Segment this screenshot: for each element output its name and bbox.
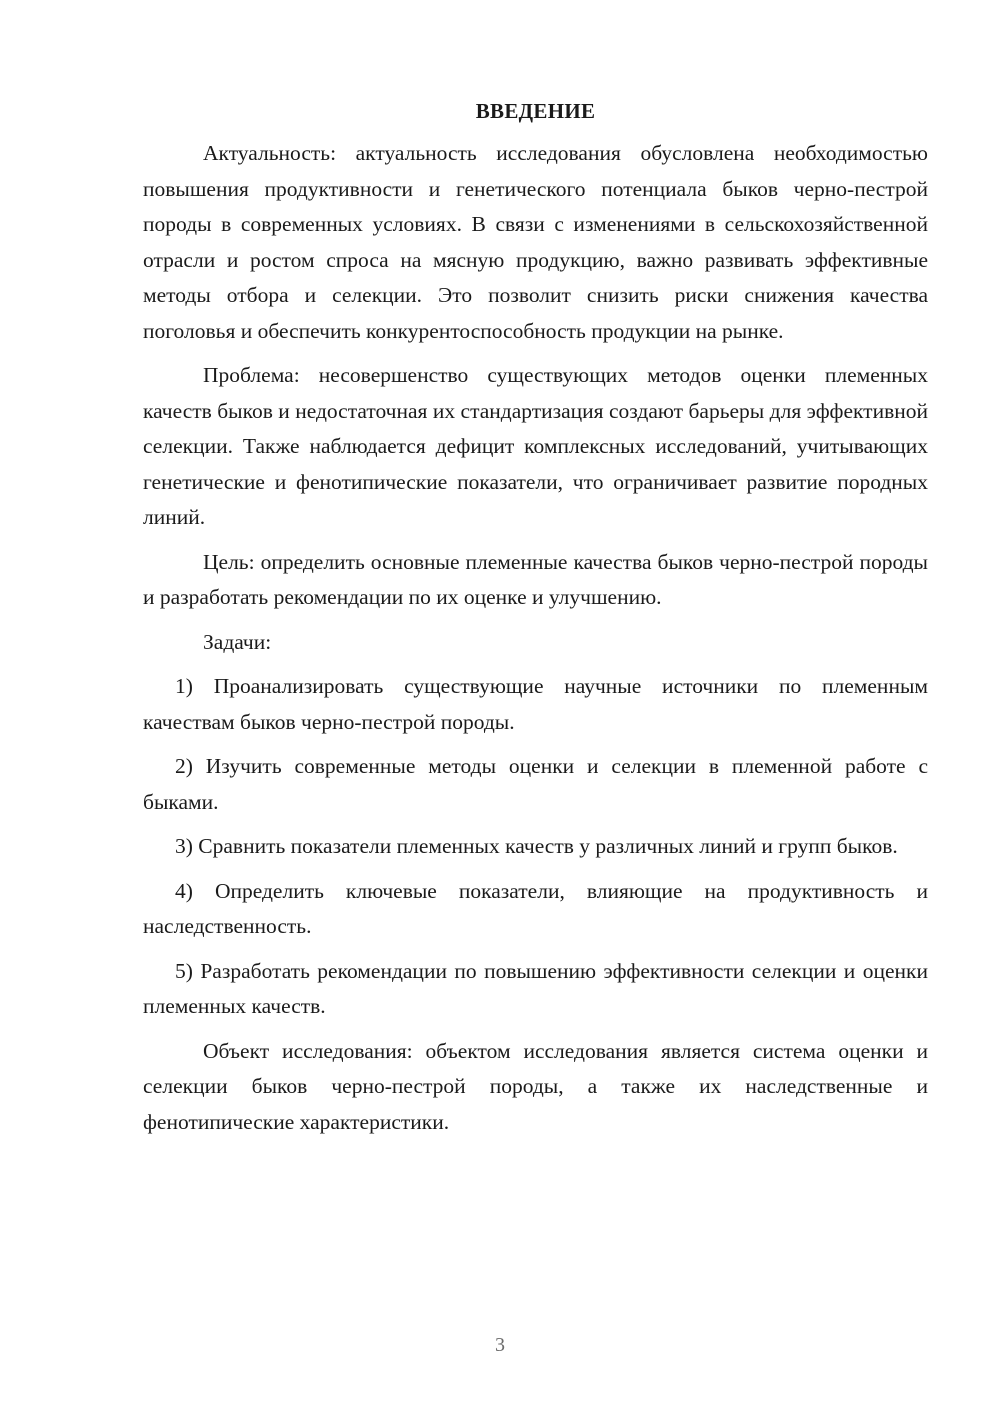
document-page	[143, 96, 928, 1140]
section-heading: ВВЕДЕНИЕ	[475, 99, 596, 123]
task-item: 4) Определить ключевые показатели, влияющие на продуктивность и наследственность.	[143, 878, 928, 938]
problem-paragraph: Проблема: несовершенство существующих методов оценки племенных качеств быков и недостаточная их стандартизация создают барьеры для эффективной селекции. Также наблюдается дефицит комплексных исследований, учитывающих генетические и фенотипические показатели, что ограничивает развитие породных линий.	[143, 363, 928, 529]
tasks-label: Задачи:	[203, 629, 272, 654]
object-paragraph: Объект исследования: объектом исследования является система оценки и селекции быков черно-пестрой породы, а также их наследственные и фенотипические характеристики.	[143, 1038, 928, 1134]
goal-paragraph: Цель: определить основные племенные качества быков черно-пестрой породы и разработать рекомендации по их оценке и улучшению.	[143, 549, 928, 609]
page-number: 3	[495, 1334, 505, 1356]
task-item: 5) Разработать рекомендации по повышению эффективности селекции и оценки племенных качеств.	[143, 958, 928, 1018]
task-item: 1) Проанализировать существующие научные источники по племенным качествам быков черно-пестрой породы.	[143, 674, 928, 734]
relevance-paragraph: Актуальность: актуальность исследования обусловлена необходимостью повышения продуктивности и генетического потенциала быков черно-пестрой породы в современных условиях. В связи с изменениями в сельскохозяйственной отрасли и ростом спроса на мясную продукцию, важно развивать эффективные методы отбора и селекции. Это позволит снизить риски снижения качества поголовья и обеспечить конкурентоспособность продукции на рынке.	[143, 141, 928, 343]
task-item: 3) Сравнить показатели племенных качеств у различных линий и групп быков.	[175, 834, 898, 858]
task-item: 2) Изучить современные методы оценки и селекции в племенной работе с быками.	[143, 754, 928, 814]
